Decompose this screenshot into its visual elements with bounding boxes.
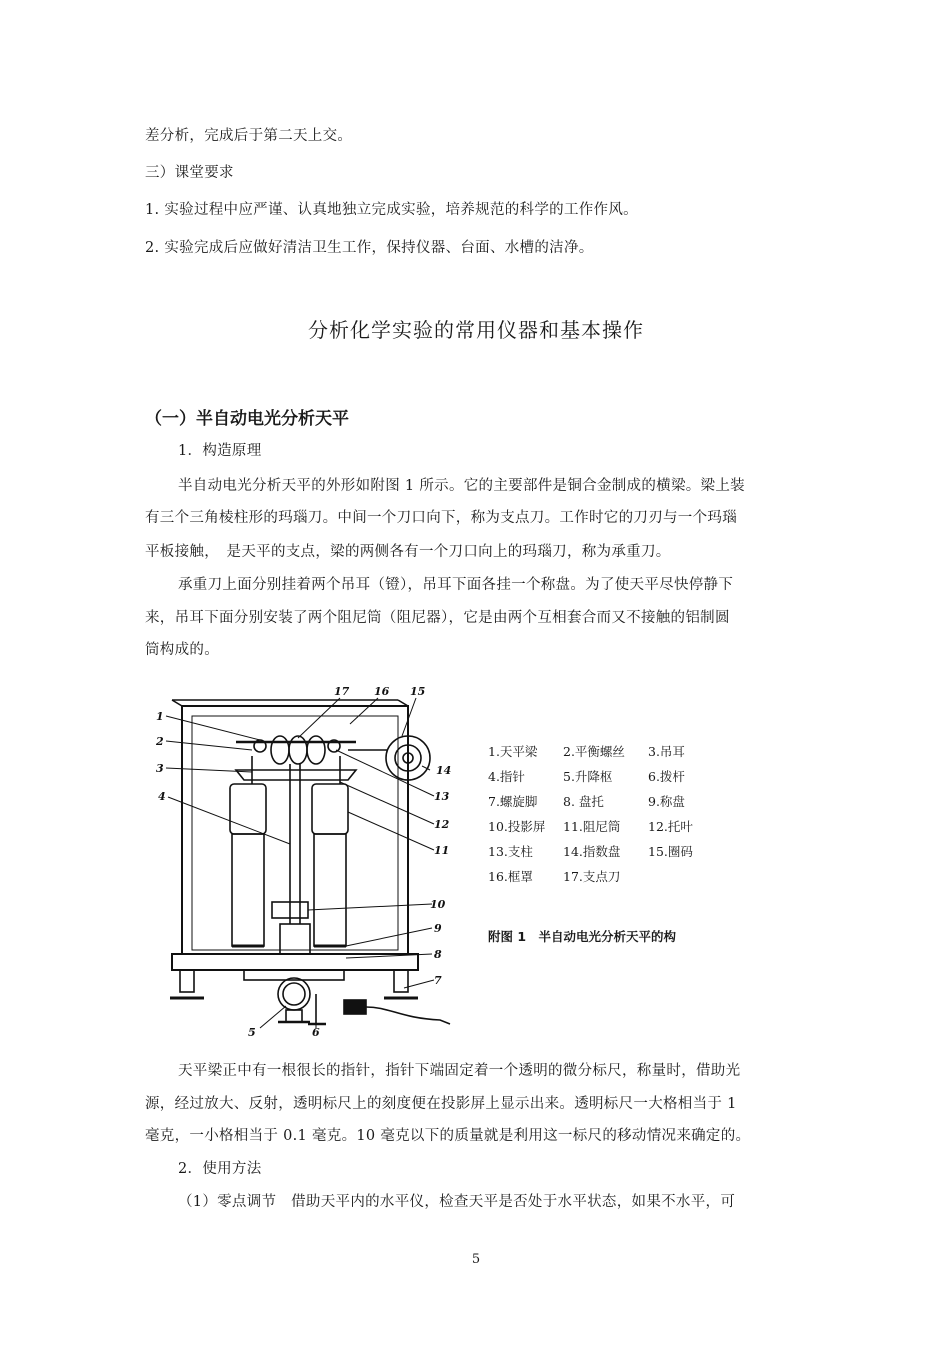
paragraph-line: 毫克，一小格相当于 0.1 毫克。10 毫克以下的质量就是利用这一标尺的移动情况来确定的。 — [145, 1128, 751, 1144]
diagram-label: 17 — [334, 685, 350, 698]
section-heading: （一）半自动电光分析天平 — [145, 409, 349, 429]
page-title: 分析化学实验的常用仪器和基本操作 — [308, 318, 644, 342]
paragraph-line: 来，吊耳下面分别安装了两个阻尼筒（阻尼器），它是由两个互相套合而又不接触的铝制圆 — [145, 610, 730, 626]
requirement-item: 2. 实验完成后应做好清洁卫生工作，保持仪器、台面、水槽的洁净。 — [145, 240, 594, 256]
legend-row — [488, 738, 718, 763]
diagram-label: 15 — [410, 685, 426, 698]
text-line: 差分析，完成后于第二天上交。 — [145, 128, 353, 144]
diagram-label: 2 — [156, 735, 164, 748]
legend-item: 15.圈码 — [648, 843, 693, 859]
page-number: 5 — [471, 1252, 481, 1267]
legend-item: 10.投影屏 — [488, 818, 546, 834]
requirement-item: 1. 实验过程中应严谨、认真地独立完成实验，培养规范的科学的工作作风。 — [145, 202, 638, 218]
legend-item: 3.吊耳 — [648, 743, 685, 759]
diagram-label: 8 — [434, 948, 442, 961]
diagram-label: 11 — [434, 844, 450, 857]
legend-row — [488, 763, 718, 788]
figure-legend — [488, 738, 718, 888]
legend-item: 17.支点刀 — [563, 868, 621, 884]
diagram-label: 5 — [248, 1026, 256, 1036]
paragraph-line: 源，经过放大、反射，透明标尺上的刻度便在投影屏上显示出来。透明标尺一大格相当于 1 — [145, 1096, 737, 1112]
subsection-heading: 三）课堂要求 — [145, 165, 234, 181]
paragraph-line: （1）零点调节 借助天平内的水平仪，检查天平是否处于水平状态，如果不水平，可 — [178, 1194, 736, 1210]
legend-item: 6.拨杆 — [648, 768, 685, 784]
diagram-label: 14 — [436, 764, 452, 777]
paragraph-line: 半自动电光分析天平的外形如附图 1 所示。它的主要部件是铜合金制成的横梁。梁上装 — [178, 478, 745, 494]
legend-row — [488, 863, 718, 888]
diagram-label: 1 — [156, 710, 164, 723]
legend-item: 1.天平梁 — [488, 743, 538, 759]
legend-item: 12.托叶 — [648, 818, 693, 834]
legend-item: 5.升降枢 — [563, 768, 613, 784]
diagram-label: 13 — [434, 790, 450, 803]
legend-item: 8. 盘托 — [563, 793, 604, 809]
legend-item: 2.平衡螺丝 — [563, 743, 625, 759]
paragraph-line: 平板接触， 是天平的支点，梁的两侧各有一个刀口向上的玛瑙刀，称为承重刀。 — [145, 544, 671, 560]
diagram-label: 6 — [312, 1026, 320, 1036]
legend-item: 14.指数盘 — [563, 843, 621, 859]
legend-item: 4.指针 — [488, 768, 525, 784]
legend-row — [488, 838, 718, 863]
diagram-label: 7 — [434, 974, 442, 987]
paragraph-line: 筒构成的。 — [145, 642, 219, 658]
legend-item: 9.称盘 — [648, 793, 685, 809]
paragraph-line: 天平梁正中有一根很长的指针，指针下端固定着一个透明的微分标尺，称量时，借助光 — [178, 1063, 741, 1079]
legend-item: 7.螺旋脚 — [488, 793, 538, 809]
legend-item: 13.支柱 — [488, 843, 533, 859]
diagram-label: 16 — [374, 685, 390, 698]
diagram-label: 3 — [156, 762, 164, 775]
paragraph-line: 承重刀上面分别挂着两个吊耳（镫），吊耳下面各挂一个称盘。为了使天平尽快停静下 — [178, 577, 734, 593]
legend-item: 11.阻尼筒 — [563, 818, 621, 834]
diagram-label: 10 — [430, 898, 446, 911]
legend-row — [488, 813, 718, 838]
subheading: 1．构造原理 — [178, 443, 262, 459]
legend-item: 16.框罩 — [488, 868, 533, 884]
diagram-label: 12 — [434, 818, 450, 831]
diagram-label: 4 — [158, 790, 166, 803]
diagram-label: 9 — [434, 922, 442, 935]
subheading: 2．使用方法 — [178, 1161, 262, 1177]
figure-caption: 附图 1 半自动电光分析天平的构 — [488, 929, 677, 944]
balance-diagram — [140, 684, 470, 1036]
paragraph-line: 有三个三角棱柱形的玛瑙刀。中间一个刀口向下，称为支点刀。工作时它的刀刃与一个玛瑙 — [145, 510, 737, 526]
legend-row — [488, 788, 718, 813]
